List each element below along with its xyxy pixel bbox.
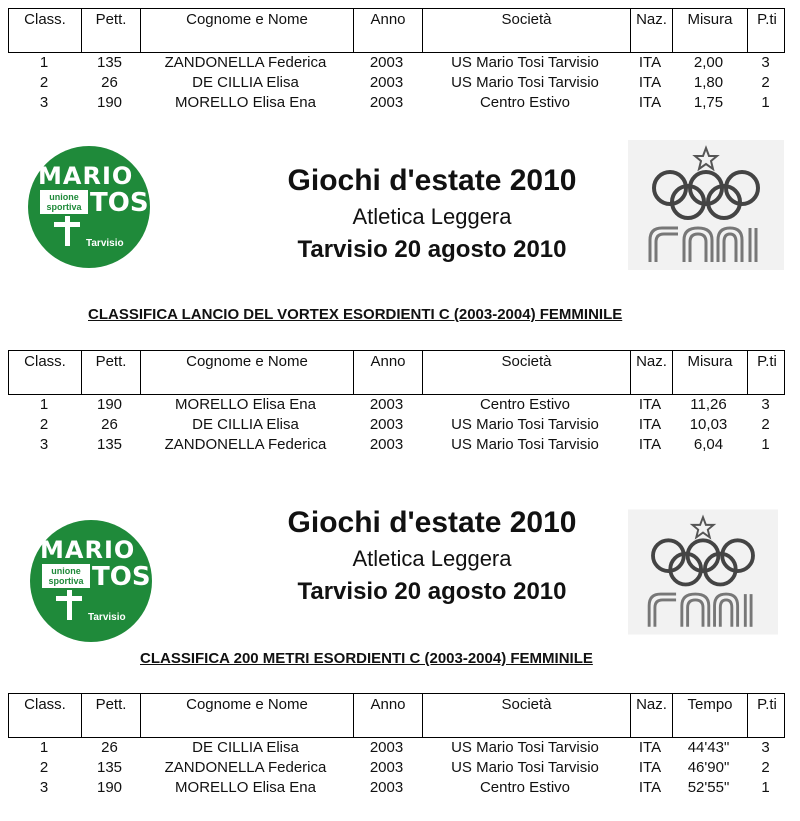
header-class: Class. [24,11,66,28]
cell-year: 2003 [369,759,404,776]
cell-club: US Mario Tosi Tarvisio [451,54,599,71]
logo-tosi-text: TOSI [90,188,159,218]
cell-club: US Mario Tosi Tarvisio [451,74,599,91]
table-row [8,435,785,455]
header-club: Società [422,9,630,52]
cell-nation: ITA [638,94,662,111]
mario-tosi-logo [28,146,159,268]
cell-bib: 26 [101,74,118,91]
cell-nation: ITA [638,74,662,91]
table-row [8,93,785,113]
header-name: Cognome e Nome [140,694,353,737]
cell-class: 3 [39,779,49,796]
event-title: Giochi d'estate 2010 [287,164,577,197]
cell-year: 2003 [369,436,404,453]
cell-year: 2003 [369,416,404,433]
cell-club: Centro Estivo [479,779,571,796]
cell-measure: 6,04 [693,436,724,453]
event-title: Giochi d'estate 2010 [287,506,577,539]
cell-club: Centro Estivo [479,396,571,413]
cell-class: 3 [39,436,49,453]
table-header [8,350,785,395]
cell-name: MORELLO Elisa Ena [175,396,316,413]
cell-nation: ITA [638,416,662,433]
cell-name: ZANDONELLA Federica [164,436,327,453]
cell-name: DE CILLIA Elisa [192,416,299,433]
table-row [8,738,785,758]
cell-class: 1 [39,396,49,413]
cell-time: 46'90" [687,759,730,776]
cell-bib: 190 [96,779,123,796]
coni-logo [628,508,778,636]
cell-year: 2003 [369,739,404,756]
cell-points: 2 [761,416,770,433]
cell-measure: 11,26 [690,396,727,413]
logo-mario-text: MARIO [38,162,134,190]
cell-bib: 135 [96,54,123,71]
cell-class: 2 [39,759,49,776]
header-bib: Pett. [81,351,140,394]
logo-us-label: unione sportiva [40,190,88,214]
header-name: Cognome e Nome [140,351,353,394]
cell-points: 1 [761,436,770,453]
cell-points: 1 [761,94,770,111]
cell-name: MORELLO Elisa Ena [175,94,316,111]
cell-year: 2003 [369,54,404,71]
cell-class: 2 [39,416,49,433]
logo-mario-text: MARIO [40,536,136,564]
header-bib: Pett. [81,694,140,737]
cell-points: 3 [761,54,770,71]
table-header [8,693,785,738]
cell-year: 2003 [369,396,404,413]
cell-class: 3 [39,94,49,111]
results-table-1 [8,8,785,113]
cell-measure: 10,03 [689,416,728,433]
cell-club: Centro Estivo [479,94,571,111]
runner-icon [54,216,80,246]
header-nation: Naz. [630,9,672,52]
mario-tosi-logo [30,520,161,642]
cell-nation: ITA [638,739,662,756]
header-year: Anno [353,351,422,394]
cell-name: DE CILLIA Elisa [192,739,299,756]
cell-bib: 190 [96,396,123,413]
cell-time: 44'43" [687,739,730,756]
cell-measure: 2,00 [693,54,724,71]
cell-measure: 1,75 [693,94,724,111]
header-points: P.ti [747,694,786,737]
event-place-date: Tarvisio 20 agosto 2010 [297,578,567,605]
header-name: Cognome e Nome [140,9,353,52]
header-club: Società [422,694,630,737]
results-table-200m [8,693,785,798]
header-year: Anno [353,694,422,737]
header-time: Tempo [672,694,747,737]
cell-nation: ITA [638,54,662,71]
header-points: P.ti [747,351,786,394]
cell-club: US Mario Tosi Tarvisio [451,436,599,453]
cell-points: 2 [761,759,770,776]
cell-club: US Mario Tosi Tarvisio [451,739,599,756]
table-row [8,758,785,778]
header-nation: Naz. [630,694,672,737]
header-points: P.ti [747,9,786,52]
header-year: Anno [353,9,422,52]
cell-measure: 1,80 [693,74,724,91]
cell-points: 1 [761,779,770,796]
cell-club: US Mario Tosi Tarvisio [451,759,599,776]
runner-icon [56,590,82,620]
header-nation: Naz. [630,351,672,394]
cell-bib: 190 [96,94,123,111]
table-row [8,53,785,73]
cell-class: 1 [39,739,49,756]
header-measure: Misura [672,9,747,52]
cell-class: 1 [39,54,49,71]
200m-heading: CLASSIFICA 200 METRI ESORDIENTI C (2003-2004) FEMMINILE [140,650,593,667]
cell-year: 2003 [369,74,404,91]
header-measure: Misura [672,351,747,394]
cell-bib: 26 [101,416,118,433]
header-club: Società [422,351,630,394]
cell-nation: ITA [638,396,662,413]
logo-tosi-text: TOSI [92,562,161,592]
header-bib: Pett. [81,9,140,52]
cell-bib: 26 [101,739,118,756]
table-row [8,778,785,798]
table-row [8,415,785,435]
cell-time: 52'55" [687,779,730,796]
table-row [8,73,785,93]
cell-nation: ITA [638,779,662,796]
table-row [8,395,785,415]
logo-us-label: unione sportiva [42,564,90,588]
event-subtitle: Atletica Leggera [352,204,512,229]
cell-club: US Mario Tosi Tarvisio [451,416,599,433]
results-table-vortex [8,350,785,455]
event-subtitle: Atletica Leggera [352,546,512,571]
header-class: Class. [24,696,66,713]
vortex-heading: CLASSIFICA LANCIO DEL VORTEX ESORDIENTI C (2003-2004) FEMMINILE [88,306,623,323]
cell-name: MORELLO Elisa Ena [175,779,316,796]
table-header [8,8,785,53]
cell-points: 3 [761,739,770,756]
cell-class: 2 [39,74,49,91]
header-class: Class. [24,353,66,370]
cell-year: 2003 [369,779,404,796]
cell-name: DE CILLIA Elisa [192,74,299,91]
cell-bib: 135 [96,436,123,453]
cell-name: ZANDONELLA Federica [164,54,327,71]
coni-logo [628,140,784,270]
cell-bib: 135 [96,759,123,776]
logo-tarvisio-text: Tarvisio [88,612,126,623]
cell-points: 2 [761,74,770,91]
event-place-date: Tarvisio 20 agosto 2010 [297,236,567,263]
cell-name: ZANDONELLA Federica [164,759,327,776]
cell-year: 2003 [369,94,404,111]
logo-tarvisio-text: Tarvisio [86,238,124,249]
cell-nation: ITA [638,436,662,453]
cell-points: 3 [761,396,770,413]
cell-nation: ITA [638,759,662,776]
